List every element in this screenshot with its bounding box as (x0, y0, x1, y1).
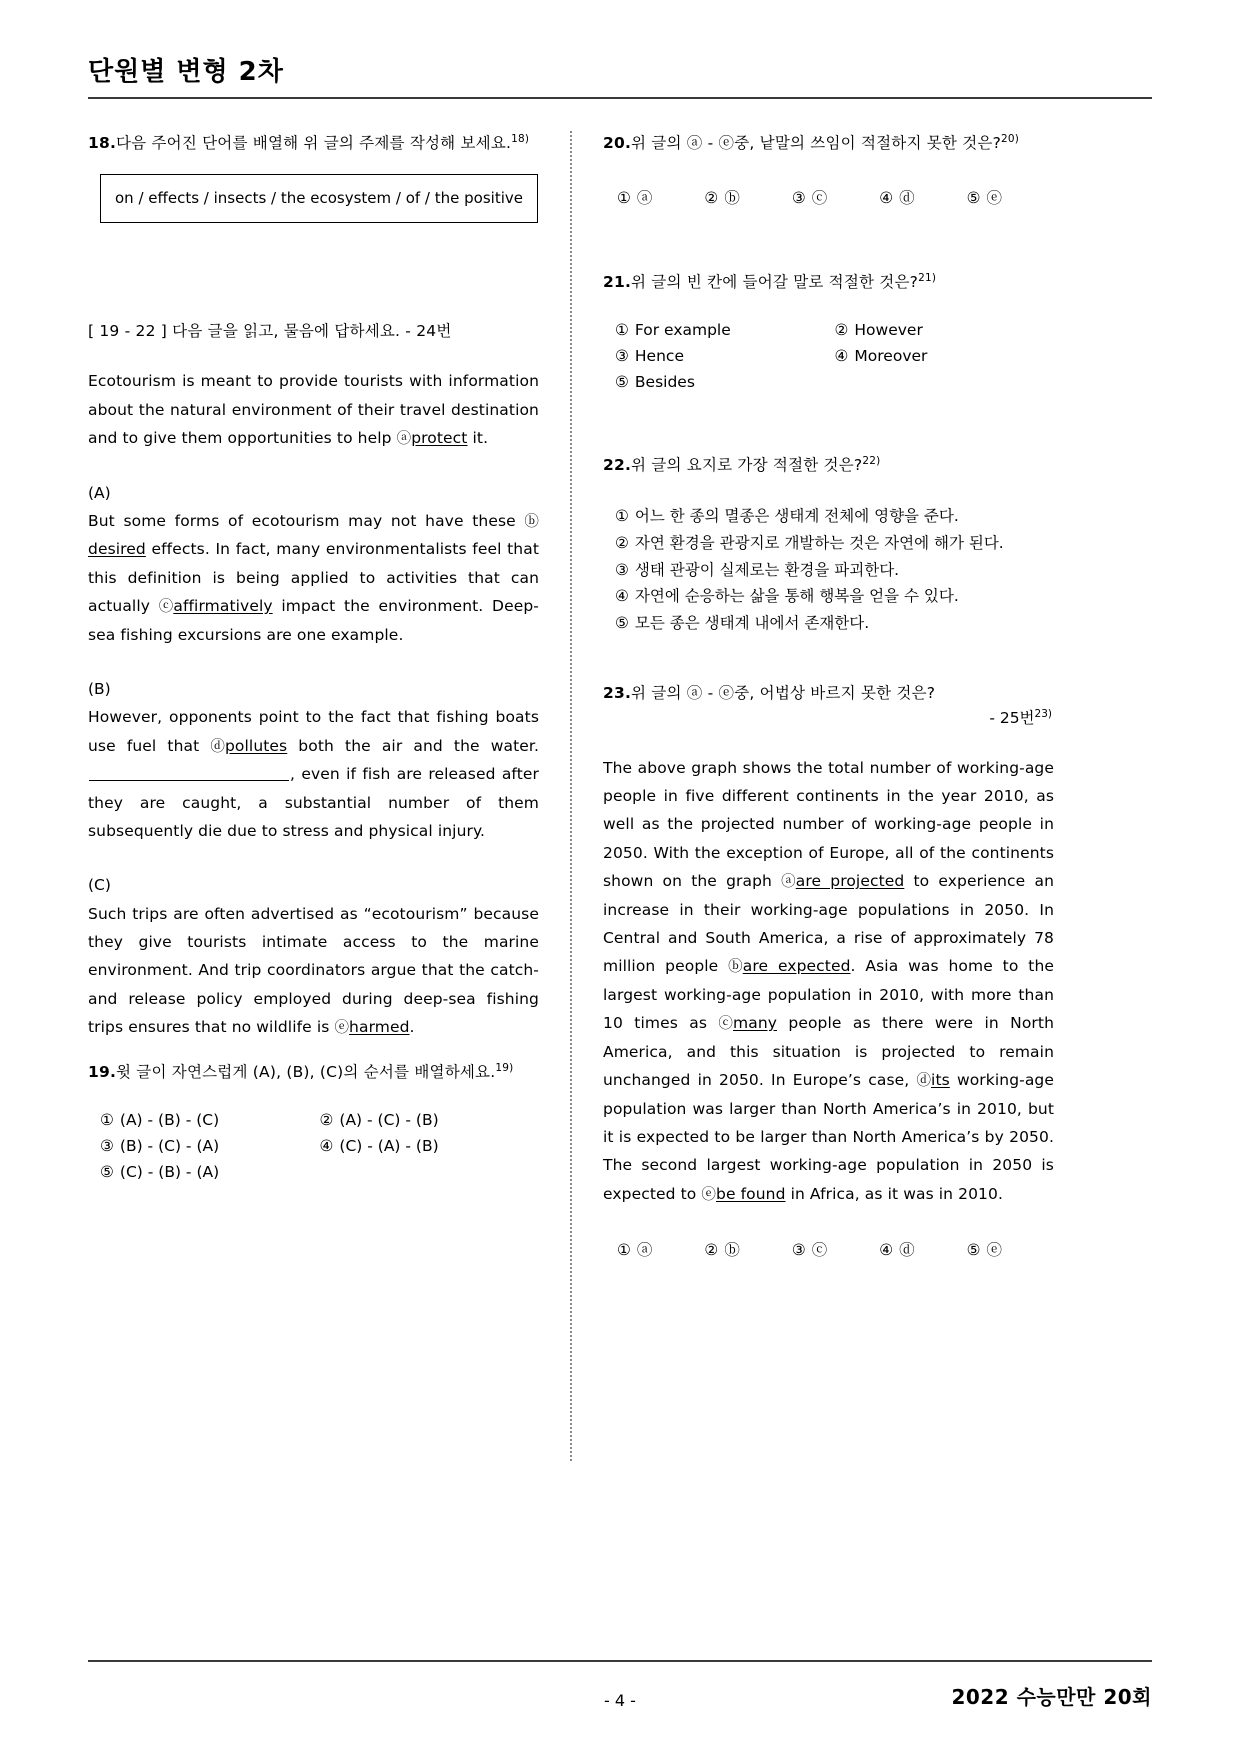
choice-label-5: Besides (634, 372, 695, 391)
spacer (603, 212, 1054, 270)
spacer (603, 728, 1054, 754)
q23-text-4: people as there were in North America, and this situation is projected to remain unchanged in 2050. In Europe’s case, (603, 1014, 1055, 1089)
choice-marker-2: ② (704, 1241, 719, 1260)
paragraph-a-text-1: But some forms of ecotourism may not have these (88, 511, 525, 530)
choice-label-4: (C) - (A) - (B) (339, 1136, 439, 1155)
paragraph-c-text-2: . (409, 1018, 415, 1037)
paragraph-a-text-2: effects. In fact, many environmentalists feel that this definition is being applied to activities that can actually (88, 540, 539, 616)
choice-marker-3: ③ (791, 188, 806, 207)
choice-label-2: (A) - (C) - (B) (339, 1110, 439, 1129)
question-21-footnote: 21) (918, 271, 937, 284)
choice-marker-2: ② (834, 320, 849, 339)
question-23-choice-1[interactable] (617, 1238, 704, 1260)
passage-intro (88, 367, 539, 452)
circled-letter-a-icon: ⓐ (396, 431, 412, 448)
choice-marker-3: ③ (791, 1241, 806, 1260)
choice-label-2: However (854, 320, 923, 339)
choice-label-4: ⓓ (899, 188, 915, 207)
paragraph-c-label: (C) (88, 876, 111, 895)
question-19-text: 윗 글이 자연스럽게 (A), (B), (C)의 순서를 배열하세요. (116, 1062, 496, 1081)
question-22-footnote: 22) (862, 454, 881, 467)
question-23-stem (603, 681, 1054, 706)
paragraph-a-text-3: impact the environment. Deep-sea fishing excursions are one example. (88, 597, 539, 644)
paragraph-b-text-3: , even if fish are released after they are caught, a substantial number of them subsequently die due to stress and physical injury. (88, 765, 539, 841)
spacer (603, 1208, 1054, 1234)
question-21-number: 21. (603, 272, 632, 291)
choice-marker-2: ② (704, 188, 719, 207)
passage-underline-a: protect (411, 429, 468, 448)
question-23-choice-5[interactable] (967, 1238, 1054, 1260)
question-18-footnote: 18) (511, 132, 530, 145)
choice-marker-4: ④ (615, 587, 629, 606)
footer-divider (88, 1660, 1152, 1662)
question-23-choice-3[interactable] (792, 1238, 879, 1260)
question-23-choices (603, 1238, 1054, 1260)
choice-marker-5: ⑤ (615, 372, 629, 391)
choice-marker-5: ⑤ (966, 188, 981, 207)
passage-underline-d: pollutes (224, 736, 288, 755)
choice-label-1: (A) - (B) - (C) (119, 1110, 220, 1129)
question-20-choice-4[interactable] (879, 186, 966, 208)
page-header (88, 40, 1152, 105)
q23-text-1: The above graph shows the total number of working-age people in five different continents in the year 2010, as well as the projected number of working-age people in 2050. With the exception of Europe, all of the continents shown on the graph (603, 758, 1054, 890)
choice-label-5: (C) - (B) - (A) (119, 1162, 220, 1181)
question-21-choice-4[interactable] (835, 347, 1055, 365)
spacer (88, 453, 539, 479)
question-21-choice-3[interactable] (615, 347, 835, 365)
q23-underline-c: many (733, 1014, 778, 1033)
circled-letter-e-icon: ⓔ (334, 1020, 350, 1037)
question-22-choice-1[interactable] (615, 503, 1054, 530)
question-19-choice-3[interactable] (100, 1137, 320, 1155)
question-19-number: 19. (88, 1062, 117, 1081)
question-20-choice-3[interactable] (792, 186, 879, 208)
column-divider (553, 131, 589, 1461)
question-20-choice-5[interactable] (967, 186, 1054, 208)
question-23-choice-2[interactable] (704, 1238, 791, 1260)
q23-underline-e: be found (716, 1184, 786, 1203)
question-20-choice-1[interactable] (617, 186, 704, 208)
question-19-footnote: 19) (495, 1061, 514, 1074)
choice-label-4: ⓓ (899, 1241, 915, 1260)
page-title: 단원별 변형 2차 (88, 57, 284, 87)
two-column-body (88, 131, 1152, 1461)
question-19-choice-4[interactable] (320, 1137, 540, 1155)
question-23-text: 위 글의 ⓐ - ⓔ중, 어법상 바르지 못한 것은? (631, 683, 936, 702)
choice-label-3: ⓒ (811, 1241, 828, 1260)
question-22-number: 22. (603, 455, 632, 474)
choice-marker-5: ⑤ (615, 614, 629, 633)
choice-label-1: For example (634, 320, 731, 339)
spacer (603, 395, 1054, 453)
question-22 (603, 453, 1054, 637)
choice-marker-1: ① (617, 1241, 631, 1260)
choice-marker-5: ⑤ (966, 1241, 981, 1260)
passage-intro-text-1: Ecotourism is meant to provide tourists with information about the natural environment of their travel destination and to give them opportunities to help (88, 372, 539, 448)
circled-letter-b-icon: ⓑ (524, 513, 539, 530)
q23-text-3: . Asia was home to the largest working-age population in 2010, with more than 10 times as (603, 957, 1055, 1033)
choice-marker-2: ② (319, 1110, 334, 1129)
spacer (88, 649, 539, 675)
question-21-choice-5[interactable] (615, 373, 835, 391)
choice-marker-1: ① (617, 188, 631, 207)
choice-marker-1: ① (615, 507, 629, 526)
passage-underline-e: harmed (349, 1018, 410, 1037)
question-18-text: 다음 주어진 단어를 배열해 위 글의 주제를 작성해 보세요. (116, 133, 512, 152)
paragraph-b-label: (B) (88, 680, 111, 699)
paragraph-a-body (88, 507, 539, 649)
choice-label-3: (B) - (C) - (A) (119, 1136, 220, 1155)
choice-marker-4: ④ (834, 346, 849, 365)
question-19 (88, 1060, 539, 1181)
spacer (603, 477, 1054, 503)
q23-underline-a: are projected (795, 871, 905, 890)
question-19-choice-2[interactable] (320, 1111, 540, 1129)
spacer (88, 227, 539, 319)
passage-instruction: [ 19 - 22 ] 다음 글을 읽고, 물음에 답하세요. - 24번 (88, 322, 452, 341)
question-23-passage (603, 754, 1054, 1209)
choice-label-4: Moreover (854, 346, 928, 365)
question-23-number: 23. (603, 683, 632, 702)
choice-marker-4: ④ (319, 1136, 334, 1155)
q23-underline-b: are expected (742, 957, 851, 976)
circled-letter-d-icon: ⓓ (916, 1073, 932, 1089)
circled-letter-c-icon: ⓒ (718, 1016, 734, 1033)
question-18-word-box: on / effects / insects / the ecosystem / of / the positive (100, 174, 538, 224)
question-20-number: 20. (603, 133, 632, 152)
circled-letter-d-icon: ⓓ (210, 738, 225, 755)
circled-letter-a-icon: ⓐ (781, 873, 796, 890)
question-22-choice-4[interactable] (615, 583, 1054, 610)
question-20-choices (603, 186, 1054, 208)
choice-marker-5: ⑤ (100, 1162, 114, 1181)
question-19-choices (88, 1111, 539, 1181)
question-20 (603, 131, 1054, 208)
footer-brand: 2022 수능만만 20회 (951, 1685, 1152, 1709)
choice-marker-4: ④ (879, 1241, 894, 1260)
question-18-number: 18. (88, 133, 117, 152)
question-20-text: 위 글의 ⓐ - ⓔ중, 낱말의 쓰임이 적절하지 못한 것은? (631, 133, 1002, 152)
question-23-choice-4[interactable] (879, 1238, 966, 1260)
paragraph-b-body (88, 703, 539, 845)
choice-marker-3: ③ (615, 560, 629, 579)
choice-marker-4: ④ (879, 188, 894, 207)
choice-label-2: 자연 환경을 관광지로 개발하는 것은 자연에 해가 된다. (634, 534, 1004, 553)
q23-text-2: to experience an increase in their working-age populations in 2050. In Central and South America, a rise of approximately 78 million people (603, 871, 1054, 976)
spacer (603, 156, 1054, 182)
left-column (88, 131, 553, 1461)
question-21 (603, 270, 1054, 391)
question-19-choice-1[interactable] (100, 1111, 320, 1129)
passage-underline-c: affirmatively (173, 597, 273, 616)
choice-label-3: Hence (634, 346, 684, 365)
spacer (88, 1042, 539, 1060)
passage-underline-b: desired (88, 540, 146, 559)
choice-marker-1: ① (615, 320, 629, 339)
question-22-text: 위 글의 요지로 가장 적절한 것은? (631, 455, 863, 474)
question-19-choice-5[interactable] (100, 1163, 320, 1181)
choice-label-1: ⓐ (636, 188, 653, 207)
question-20-footnote: 20) (1001, 132, 1020, 145)
question-21-choice-1[interactable] (615, 321, 835, 339)
choice-marker-3: ③ (615, 346, 629, 365)
paragraph-c-text-1: Such trips are often advertised as “ecotourism” because they give tourists intimate access to the marine environment. And trip coordinators argue that the catch-and release policy employed during deep-sea fishing trips ensures that no wildlife is (88, 904, 539, 1037)
paragraph-c-body (88, 900, 539, 1042)
circled-letter-e-icon: ⓔ (701, 1186, 717, 1203)
choice-label-2: ⓑ (724, 1241, 740, 1260)
question-23-note (603, 706, 1054, 728)
spacer (603, 641, 1054, 681)
right-column (589, 131, 1054, 1461)
header-divider (88, 97, 1152, 99)
spacer (88, 845, 539, 871)
question-22-choices (603, 503, 1054, 636)
question-22-choice-2[interactable] (615, 530, 1054, 557)
passage-intro-text-2: it. (467, 429, 489, 448)
spacer (603, 295, 1054, 321)
choice-label-5: ⓔ (986, 188, 1003, 207)
choice-label-1: ⓐ (636, 1241, 653, 1260)
question-21-choice-2[interactable] (835, 321, 1055, 339)
question-22-choice-5[interactable] (615, 610, 1054, 637)
question-21-text: 위 글의 빈 칸에 들어갈 말로 적절한 것은? (631, 272, 919, 291)
question-23-footnote: 23) (1034, 707, 1052, 720)
spacer (88, 1085, 539, 1111)
choice-label-5: ⓔ (986, 1241, 1003, 1260)
spacer (88, 341, 539, 367)
q23-underline-d: its (931, 1071, 950, 1089)
footer-row (88, 1676, 1152, 1710)
question-21-stem (603, 270, 1054, 295)
choice-label-2: ⓑ (724, 188, 740, 207)
column-divider-line (570, 131, 572, 1461)
paragraph-b-text-1: However, opponents point to the fact that fishing boats use fuel that (88, 708, 539, 755)
choice-marker-1: ① (100, 1110, 114, 1129)
question-23 (603, 681, 1054, 1260)
choice-label-4: 자연에 순응하는 삶을 통해 행복을 얻을 수 있다. (634, 587, 959, 606)
circled-letter-b-icon: ⓑ (728, 959, 743, 976)
choice-marker-3: ③ (100, 1136, 114, 1155)
q23-text-5: working-age population was larger than North America’s in 2010, but it is expected to be larger than North America’s by 2050. The second largest working-age population in 2050 is expected to (603, 1071, 1054, 1203)
page-number: - 4 - (604, 1691, 636, 1710)
circled-letter-c-icon: ⓒ (158, 599, 174, 616)
question-20-stem (603, 131, 1054, 156)
q23-text-6: in Africa, as it was in 2010. (785, 1184, 1004, 1203)
paragraph-a-label: (A) (88, 483, 111, 502)
choice-label-1: 어느 한 종의 멸종은 생태계 전체에 영향을 준다. (634, 507, 959, 526)
choice-label-5: 모든 종은 생태계 내에서 존재한다. (634, 614, 870, 633)
question-19-stem (88, 1060, 539, 1085)
blank-answer-line (89, 766, 289, 781)
paragraph-b-text-2: both the air and the water. (287, 736, 539, 755)
question-18 (88, 131, 539, 224)
choice-marker-2: ② (615, 534, 629, 553)
question-22-choice-3[interactable] (615, 557, 1054, 584)
question-23-note-text: - 25번 (989, 708, 1035, 727)
question-20-choice-2[interactable] (704, 186, 791, 208)
page-footer (88, 1660, 1152, 1710)
question-22-stem (603, 453, 1054, 478)
question-18-stem (88, 131, 539, 156)
question-21-choices (603, 321, 1054, 391)
choice-label-3: 생태 관광이 실제로는 환경을 파괴한다. (634, 560, 900, 579)
choice-label-3: ⓒ (811, 188, 828, 207)
